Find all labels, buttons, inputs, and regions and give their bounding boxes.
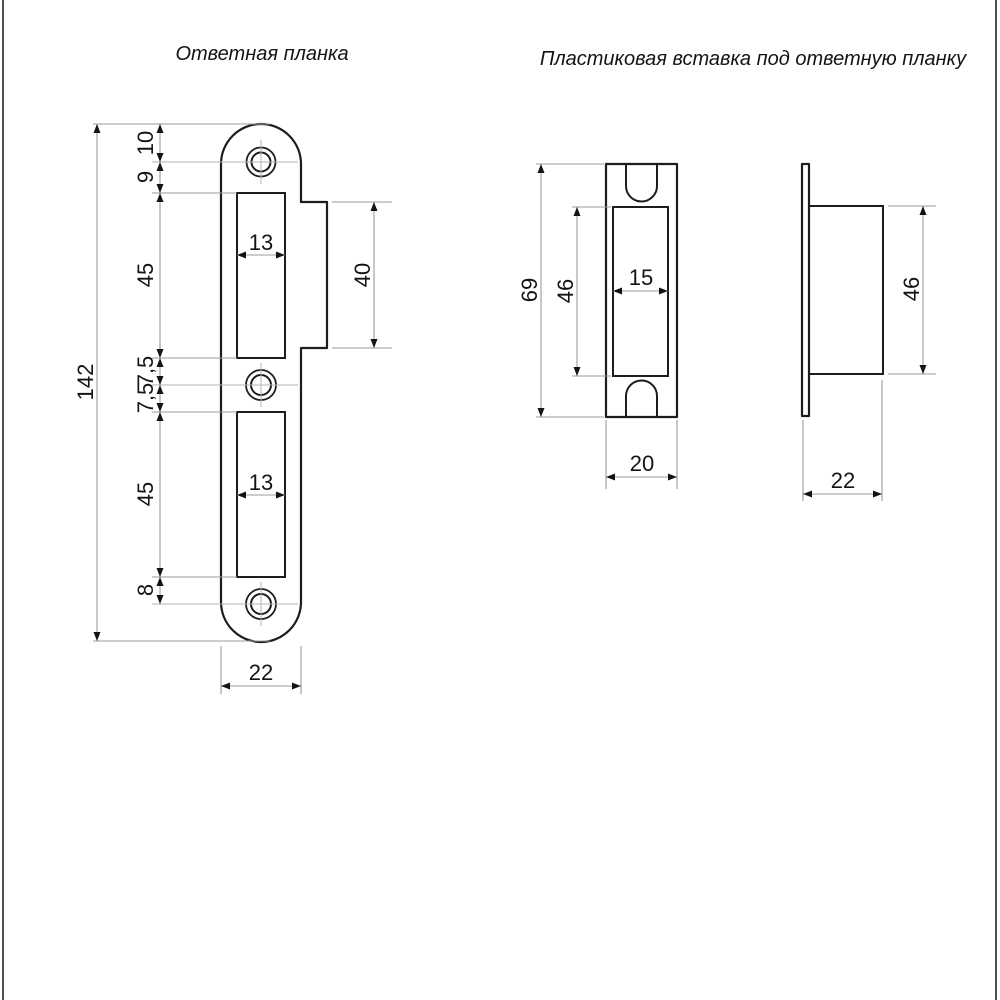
arrowhead — [574, 367, 581, 376]
dim-label-7-5-upper: 7,5 — [133, 355, 158, 387]
arrowhead — [613, 288, 622, 295]
dim-label-13-top: 13 — [248, 230, 274, 255]
arrowhead — [659, 288, 668, 295]
arrowhead — [920, 206, 927, 215]
arrowhead — [221, 683, 230, 690]
title-strike-plate: Ответная планка — [175, 43, 349, 65]
arrowhead — [237, 492, 246, 499]
arrowhead — [371, 202, 378, 211]
dim-label-9: 9 — [133, 170, 158, 184]
arrowhead — [157, 193, 164, 202]
dim-label-15: 15 — [628, 265, 654, 290]
insert-bottom-notch — [626, 380, 657, 417]
insert-body — [809, 206, 883, 374]
latch-slot-1 — [237, 193, 285, 358]
arrowhead — [94, 124, 101, 133]
arrowhead — [157, 184, 164, 193]
dim-label-46-side: 46 — [899, 276, 924, 302]
dim-label-69: 69 — [517, 277, 542, 303]
arrowhead — [873, 491, 882, 498]
arrowhead — [237, 252, 246, 259]
dim-label-22-side: 22 — [830, 468, 856, 493]
dim-label-10: 10 — [133, 130, 158, 156]
title-plastic-insert: Пластиковая вставка под ответную планку — [539, 48, 967, 70]
arrowhead — [920, 365, 927, 374]
dim-label-142: 142 — [73, 363, 98, 401]
arrowhead — [538, 164, 545, 173]
insert-flange — [802, 164, 809, 416]
dim-label-22-plate: 22 — [248, 660, 274, 685]
arrowhead — [803, 491, 812, 498]
arrowhead — [157, 162, 164, 171]
arrowhead — [606, 474, 615, 481]
insert-side-view — [802, 164, 936, 501]
dim-label-46-front: 46 — [553, 278, 578, 304]
strike-plate-view — [73, 124, 392, 694]
dim-label-45-bottom: 45 — [133, 481, 158, 507]
arrowhead — [276, 252, 285, 259]
dim-label-40: 40 — [350, 262, 375, 288]
dim-label-13-bottom: 13 — [248, 470, 274, 495]
insert-top-notch — [626, 164, 657, 202]
dim-label-7-5-lower: 7,5 — [133, 382, 158, 414]
arrowhead — [157, 568, 164, 577]
dim-label-8: 8 — [133, 583, 158, 597]
insert-front-view — [517, 164, 677, 489]
arrowhead — [668, 474, 677, 481]
arrowhead — [371, 339, 378, 348]
arrowhead — [292, 683, 301, 690]
arrowhead — [574, 207, 581, 216]
arrowhead — [94, 632, 101, 641]
dim-label-45-top: 45 — [133, 262, 158, 288]
arrowhead — [538, 408, 545, 417]
dim-label-20: 20 — [629, 451, 655, 476]
arrowhead — [276, 492, 285, 499]
